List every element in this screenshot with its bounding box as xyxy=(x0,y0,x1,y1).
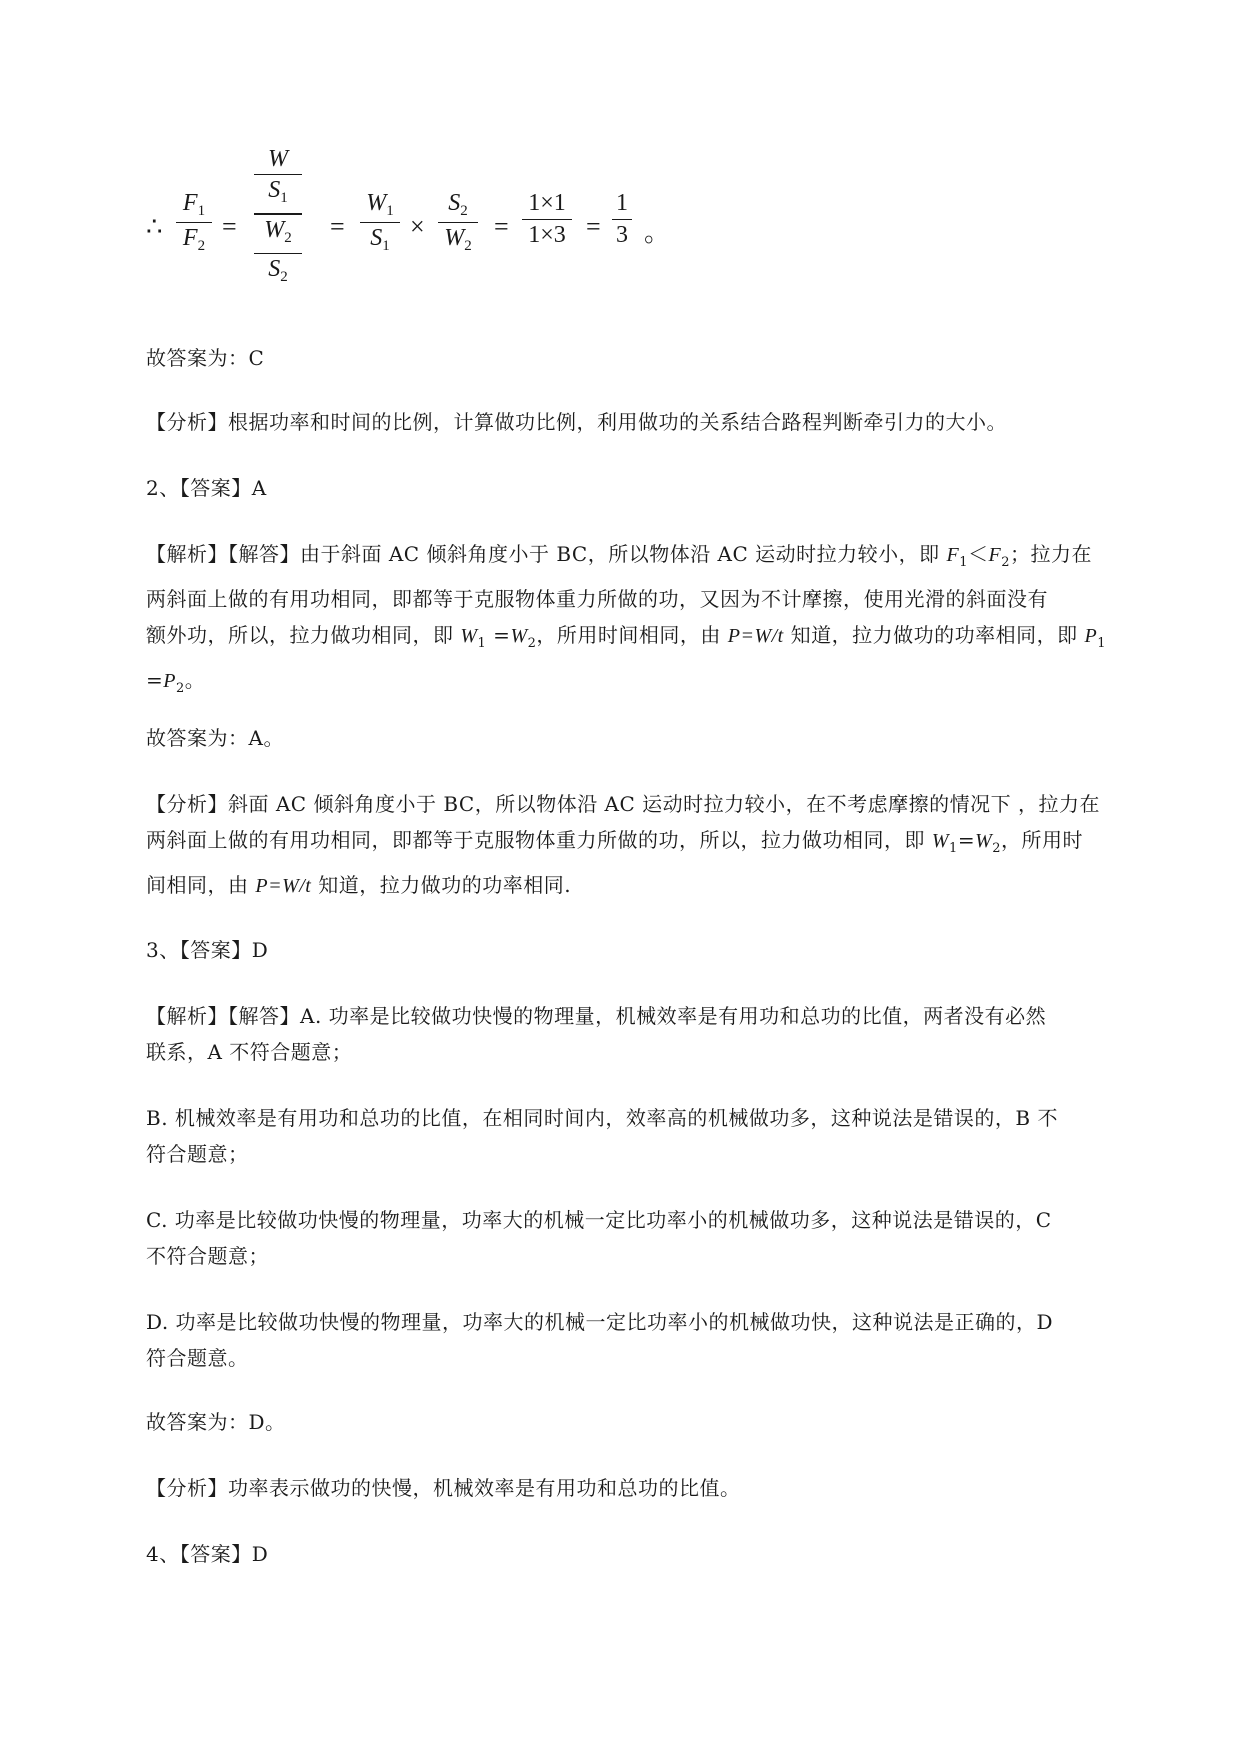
formula-end-mark: 。 xyxy=(644,218,671,247)
answer-line-1: 故答案为：C xyxy=(146,346,265,370)
question-3-option-c: C. 功率是比较做功快慢的物理量，功率大的机械一定比功率小的机械做功多，这种说法是错误的，C 不符合题意； xyxy=(146,1208,1052,1268)
numeric-fraction: 1×1 1×3 xyxy=(522,190,572,249)
therefore-symbol: ∴ xyxy=(146,212,163,241)
question-2-explanation: 【解析】【解答】由于斜面 AC 倾斜角度小于 BC，所以物体沿 AC 运动时拉力较小，即 $F_1<F_2$；拉力在 两斜面上做的有用功相同，即都等于克服物体重力所做的功，又因为不计摩擦，使用光滑的斜面没有 额外功，所以，拉力做功相同，即 $W_1 =W_2$，所用时间相同，由 P=W/t 知道，拉力做功的功率相同，即 $P_1$ $=P_2$。 xyxy=(146,542,1106,696)
equals-sign: = xyxy=(330,212,345,241)
question-3-header: 3、【答案】D xyxy=(146,938,269,962)
times-sign: × xyxy=(410,212,425,241)
compound-fraction: W $S_1$ $W_2$ $S_2$ xyxy=(254,146,302,290)
equals-sign: = xyxy=(494,212,509,241)
question-4-header: 4、【答案】D xyxy=(146,1542,269,1566)
equals-sign: = xyxy=(586,212,601,241)
question-3-analysis: 【分析】功率表示做功的快慢，机械效率是有用功和总功的比值。 xyxy=(146,1476,741,1500)
question-2-analysis: 【分析】斜面 AC 倾斜角度小于 BC，所以物体沿 AC 运动时拉力较小，在不考虑摩擦的情况下 ，拉力在 两斜面上做的有用功相同，即都等于克服物体重力所做的功，所以，拉力做功相同，即 $W_1=W_2$，所用时 间相同，由 P=W/t 知道，拉力做功的功率相同. xyxy=(146,792,1101,897)
analysis-1: 【分析】根据功率和时间的比例，计算做功比例，利用做功的关系结合路程判断牵引力的大小。 xyxy=(146,410,1007,434)
question-3-option-a: 【解析】【解答】A. 功率是比较做功快慢的物理量，机械效率是有用功和总功的比值，两者没有必然 联系，A 不符合题意； xyxy=(146,1004,1047,1064)
s2-over-w2-fraction: $S_2$ $W_2$ xyxy=(438,190,478,255)
one-third-fraction: 1 3 xyxy=(612,190,632,249)
question-3-option-b: B. 机械效率是有用功和总功的比值，在相同时间内，效率高的机械做功多，这种说法是错误的，B 不 符合题意； xyxy=(146,1106,1058,1166)
question-2-answer: 故答案为：A。 xyxy=(146,726,284,750)
question-3-option-d: D. 功率是比较做功快慢的物理量，功率大的机械一定比功率小的机械做功快，这种说法是正确的，D 符合题意。 xyxy=(146,1310,1054,1370)
question-3-answer: 故答案为：D。 xyxy=(146,1410,286,1434)
ratio-formula xyxy=(146,146,846,310)
question-2-header: 2、【答案】A xyxy=(146,476,267,500)
equals-sign: = xyxy=(222,212,237,241)
w1-over-s1-fraction: $W_1$ $S_1$ xyxy=(360,190,400,255)
force-ratio-fraction: $F_1$ $F_2$ xyxy=(176,190,212,255)
